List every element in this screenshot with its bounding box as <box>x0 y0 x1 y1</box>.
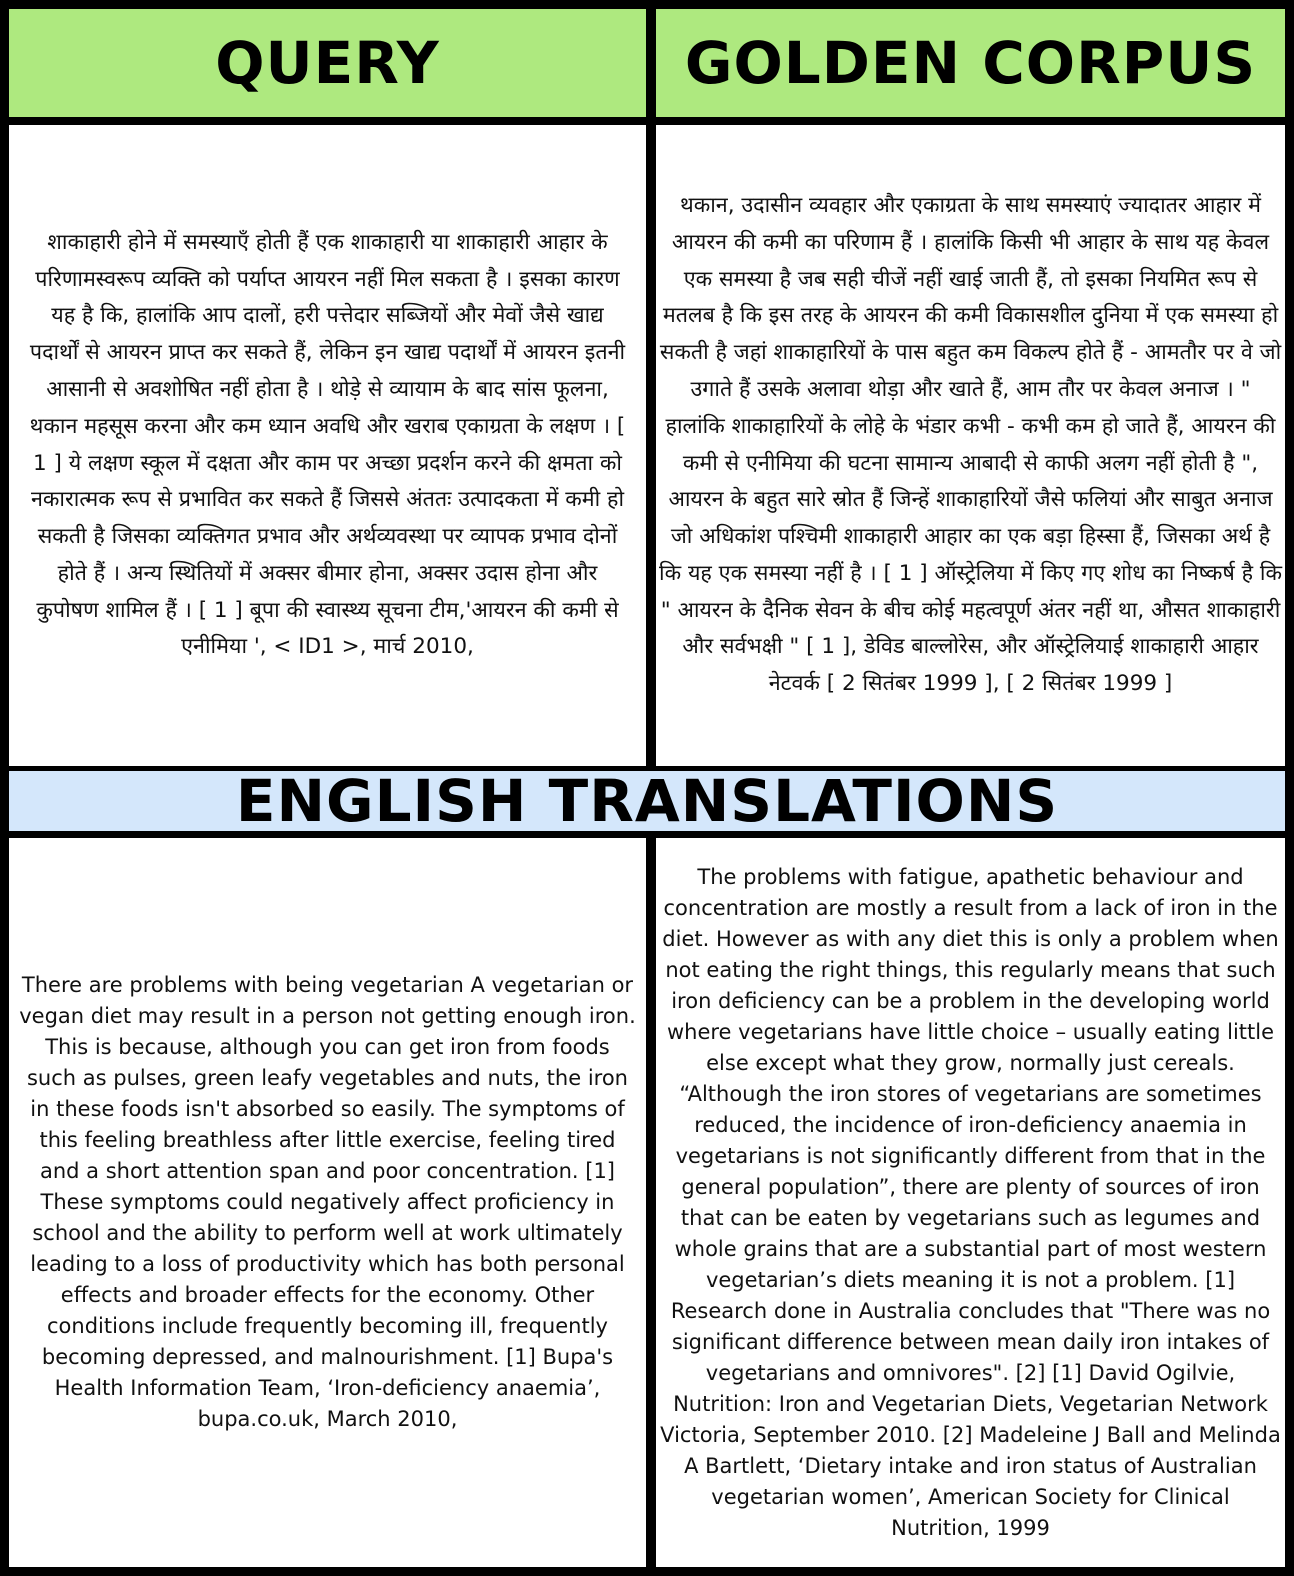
query-english-text: There are problems with being vegetarian A vegetarian or vegan diet may result in a person not getting enough iron. This is because, although you can get iron from foods such as pulses, green leafy vegetables and nuts, the iron in these foods isn't absorbed so easily. The symptoms of this feeling breathless after little exercise, feeling tired and a short attention span and poor concentration. [1] These symptoms could negatively affect proficiency in school and the ability to perform well at work ultimately leading to a loss of productivity which has both personal effects and broader effects for the economy. Other conditions include frequently becoming ill, frequently becoming depressed, and malnourishment. [1] Bupa's Health Information Team, ‘Iron-deficiency anaemia’, bupa.co.uk, March 2010, <box>19 973 636 1431</box>
query-header-label: QUERY <box>215 29 440 97</box>
golden-english-text: The problems with fatigue, apathetic behaviour and concentration are mostly a result from a lack of iron in the diet. However as with any diet this is only a problem when not eating the right things, this regularly means that such iron deficiency can be a problem in the developing world where vegetarians have little choice – usually eating little else except what they grow, normally just cereals. “Although the iron stores of vegetarians are sometimes reduced, the incidence of iron-deficiency anaemia in vegetarians is not significantly different from that in the general population”, there are plenty of sources of iron that can be eaten by vegetarians such as legumes and whole grains that are a substantial part of most western vegetarian’s diets meaning it is not a problem. [1] Research done in Australia concludes that "There was no significant difference between mean daily iron intakes of vegetarians and omnivores". [2] [1] David Ogilvie, Nutrition: Iron and Vegetarian Diets, Vegetarian Network Victoria, September 2010. [2] Madeleine J Ball and Melinda A Bartlett, ‘Dietary intake and iron status of Australian vegetarian women’, American Society for Clinical Nutrition, 1999 <box>660 864 1281 1540</box>
golden-hindi-cell <box>656 125 1285 766</box>
golden-corpus-header-label: GOLDEN CORPUS <box>684 29 1257 97</box>
golden-corpus-header <box>656 9 1285 117</box>
english-translations-header-label: ENGLISH TRANSLATIONS <box>235 767 1059 835</box>
query-english-cell <box>9 838 646 1567</box>
english-translations-header <box>9 767 1285 835</box>
query-header <box>9 9 646 117</box>
golden-english-cell <box>656 838 1285 1567</box>
golden-hindi-text: थकान, उदासीन व्यवहार और एकाग्रता के साथ समस्याएं ज्यादातर आहार में आयरन की कमी का परिणाम हैं । हालांकि किसी भी आहार के साथ यह केवल एक समस्या है जब सही चीजें नहीं खाई जाती हैं, तो इसका नियमित रूप से मतलब है कि इस तरह के आयरन की कमी विकासशील दुनिया में एक समस्या हो सकती है जहां शाकाहारियों के पास बहुत कम विकल्प होते हैं - आमतौर पर वे जो उगाते हैं उसके अलावा थोड़ा और खाते हैं, आम तौर पर केवल अनाज । " हालांकि शाकाहारियों के लोहे के भंडार कभी - कभी कम हो जाते हैं, आयरन की कमी से एनीमिया की घटना सामान्य आबादी से काफी अलग नहीं होती है ", आयरन के बहुत सारे स्रोत हैं जिन्हें शाकाहारियों जैसे फलियां और साबुत अनाज जो अधिकांश पश्चिमी शाकाहारी आहार का एक बड़ा हिस्सा हैं, जिसका अर्थ है कि यह एक समस्या नहीं है । [ 1 ] ऑस्ट्रेलिया में किए गए शोध का निष्कर्ष है कि " आयरन के दैनिक सेवन के बीच कोई महत्वपूर्ण अंतर नहीं था, औसत शाकाहारी और सर्वभक्षी " [ 1 ], डेविड बाल्लोरेस, और ऑस्ट्रेलियाई शाकाहारी आहार नेटवर्क [ 2 सितंबर 1999 ], [ 2 सितंबर 1999 ] <box>659 192 1282 697</box>
query-hindi-text: शाकाहारी होने में समस्याएँ होती हैं एक शाकाहारी या शाकाहारी आहार के परिणामस्वरूप व्यक्ति को पर्याप्त आयरन नहीं मिल सकता है । इसका कारण यह है कि, हालांकि आप दालों, हरी पत्तेदार सब्जियों और मेवों जैसे खाद्य पदार्थों से आयरन प्राप्त कर सकते हैं, लेकिन इन खाद्य पदार्थों में आयरन इतनी आसानी से अवशोषित नहीं होता है । थोड़े से व्यायाम के बाद सांस फूलना, थकान महसूस करना और कम ध्यान अवधि और खराब एकाग्रता के लक्षण । [ 1 ] ये लक्षण स्कूल में दक्षता और काम पर अच्छा प्रदर्शन करने की क्षमता को नकारात्मक रूप से प्रभावित कर सकते हैं जिससे अंततः उत्पादकता में कमी हो सकती है जिसका व्यक्तिगत प्रभाव और अर्थव्यवस्था पर व्यापक प्रभाव दोनों होते हैं । अन्य स्थितियों में अक्सर बीमार होना, अक्सर उदास होना और कुपोषण शामिल हैं । [ 1 ] बूपा की स्वास्थ्य सूचना टीम,'आयरन की कमी से एनीमिया ', < ID1 >, मार्च 2010, <box>29 229 626 660</box>
query-hindi-cell <box>9 125 646 766</box>
